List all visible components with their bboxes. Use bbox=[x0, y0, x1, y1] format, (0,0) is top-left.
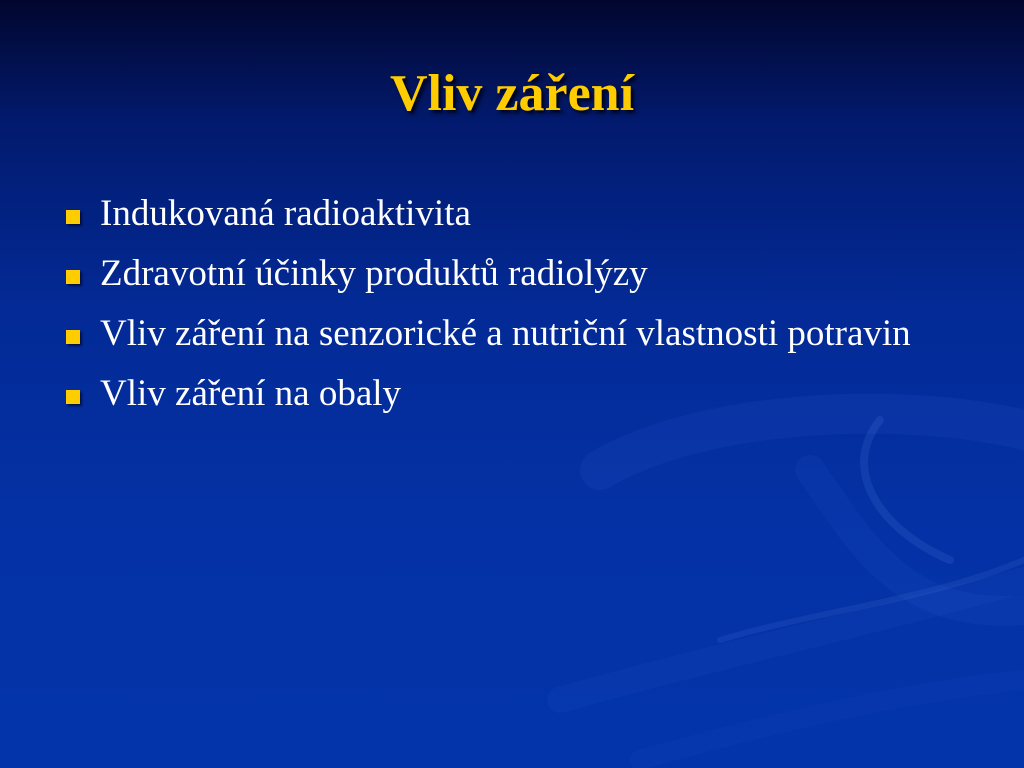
bullet-item-induced-radioactivity bbox=[64, 192, 964, 236]
bullet-item-packaging bbox=[64, 372, 964, 416]
bullet-text: Vliv záření na senzorické a nutriční vlastnosti potravin bbox=[100, 313, 911, 354]
bullet-list bbox=[64, 192, 964, 432]
bullet-text: Vliv záření na obaly bbox=[100, 373, 402, 414]
bullet-text: Zdravotní účinky produktů radiolýzy bbox=[100, 253, 648, 294]
square-bullet-icon bbox=[66, 390, 80, 404]
bullet-item-sensory-nutritional bbox=[64, 312, 964, 356]
square-bullet-icon bbox=[66, 210, 80, 224]
bullet-text: Indukovaná radioaktivita bbox=[100, 193, 471, 234]
square-bullet-icon bbox=[66, 330, 80, 344]
bullet-item-health-effects bbox=[64, 252, 964, 296]
slide-title: Vliv záření bbox=[389, 65, 635, 122]
square-bullet-icon bbox=[66, 270, 80, 284]
